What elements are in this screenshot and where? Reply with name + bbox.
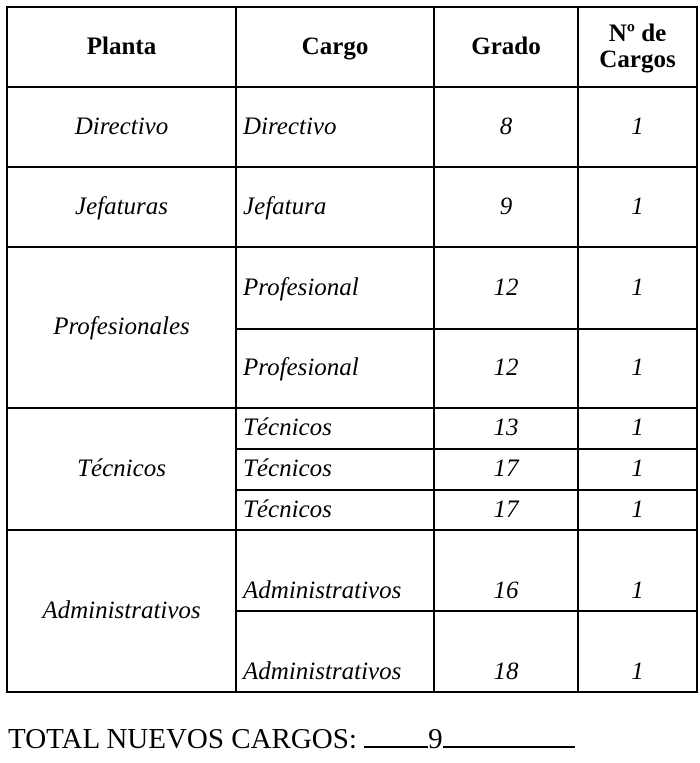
table-row <box>7 87 697 167</box>
cargo-cell: Técnicos <box>236 449 434 490</box>
n-cargos-cell: 1 <box>578 247 697 329</box>
header-n-cargos-line1: Nº de <box>608 19 667 47</box>
header-grado: Grado <box>434 7 578 87</box>
total-blank-left <box>364 746 428 748</box>
planta-cell: Técnicos <box>7 408 236 530</box>
n-cargos-cell: 1 <box>578 167 697 247</box>
header-planta: Planta <box>7 7 236 87</box>
table-row <box>7 530 697 611</box>
n-cargos-cell: 1 <box>578 329 697 408</box>
total-blank-right <box>443 746 575 748</box>
planta-cell: Jefaturas <box>7 167 236 247</box>
cargos-table <box>6 6 698 693</box>
cargo-cell: Jefatura <box>236 167 434 247</box>
n-cargos-cell: 1 <box>578 530 697 611</box>
cargo-cell: Profesional <box>236 329 434 408</box>
n-cargos-cell: 1 <box>578 490 697 530</box>
header-n-cargos <box>578 7 697 87</box>
total-line <box>8 723 575 756</box>
grado-cell: 12 <box>434 329 578 408</box>
grado-cell: 8 <box>434 87 578 167</box>
grado-cell: 18 <box>434 611 578 692</box>
planta-cell: Directivo <box>7 87 236 167</box>
cargo-cell: Administrativos <box>236 611 434 692</box>
header-n-cargos-line2: Cargos <box>599 46 676 73</box>
n-cargos-cell: 1 <box>578 408 697 449</box>
table-row <box>7 167 697 247</box>
grado-cell: 9 <box>434 167 578 247</box>
header-cargo: Cargo <box>236 7 434 87</box>
total-label: TOTAL NUEVOS CARGOS: <box>8 723 357 755</box>
cargo-cell: Profesional <box>236 247 434 329</box>
grado-cell: 17 <box>434 449 578 490</box>
grado-cell: 16 <box>434 530 578 611</box>
cargo-cell: Técnicos <box>236 408 434 449</box>
n-cargos-cell: 1 <box>578 87 697 167</box>
grado-cell: 12 <box>434 247 578 329</box>
table-row <box>7 408 697 449</box>
cargo-cell: Técnicos <box>236 490 434 530</box>
total-value: 9 <box>428 723 443 755</box>
planta-cell: Administrativos <box>7 530 236 692</box>
header-row <box>7 7 697 87</box>
cargo-cell: Directivo <box>236 87 434 167</box>
planta-cell: Profesionales <box>7 247 236 408</box>
grado-cell: 17 <box>434 490 578 530</box>
n-cargos-cell: 1 <box>578 449 697 490</box>
grado-cell: 13 <box>434 408 578 449</box>
table-row <box>7 247 697 329</box>
n-cargos-cell: 1 <box>578 611 697 692</box>
cargo-cell: Administrativos <box>236 530 434 611</box>
